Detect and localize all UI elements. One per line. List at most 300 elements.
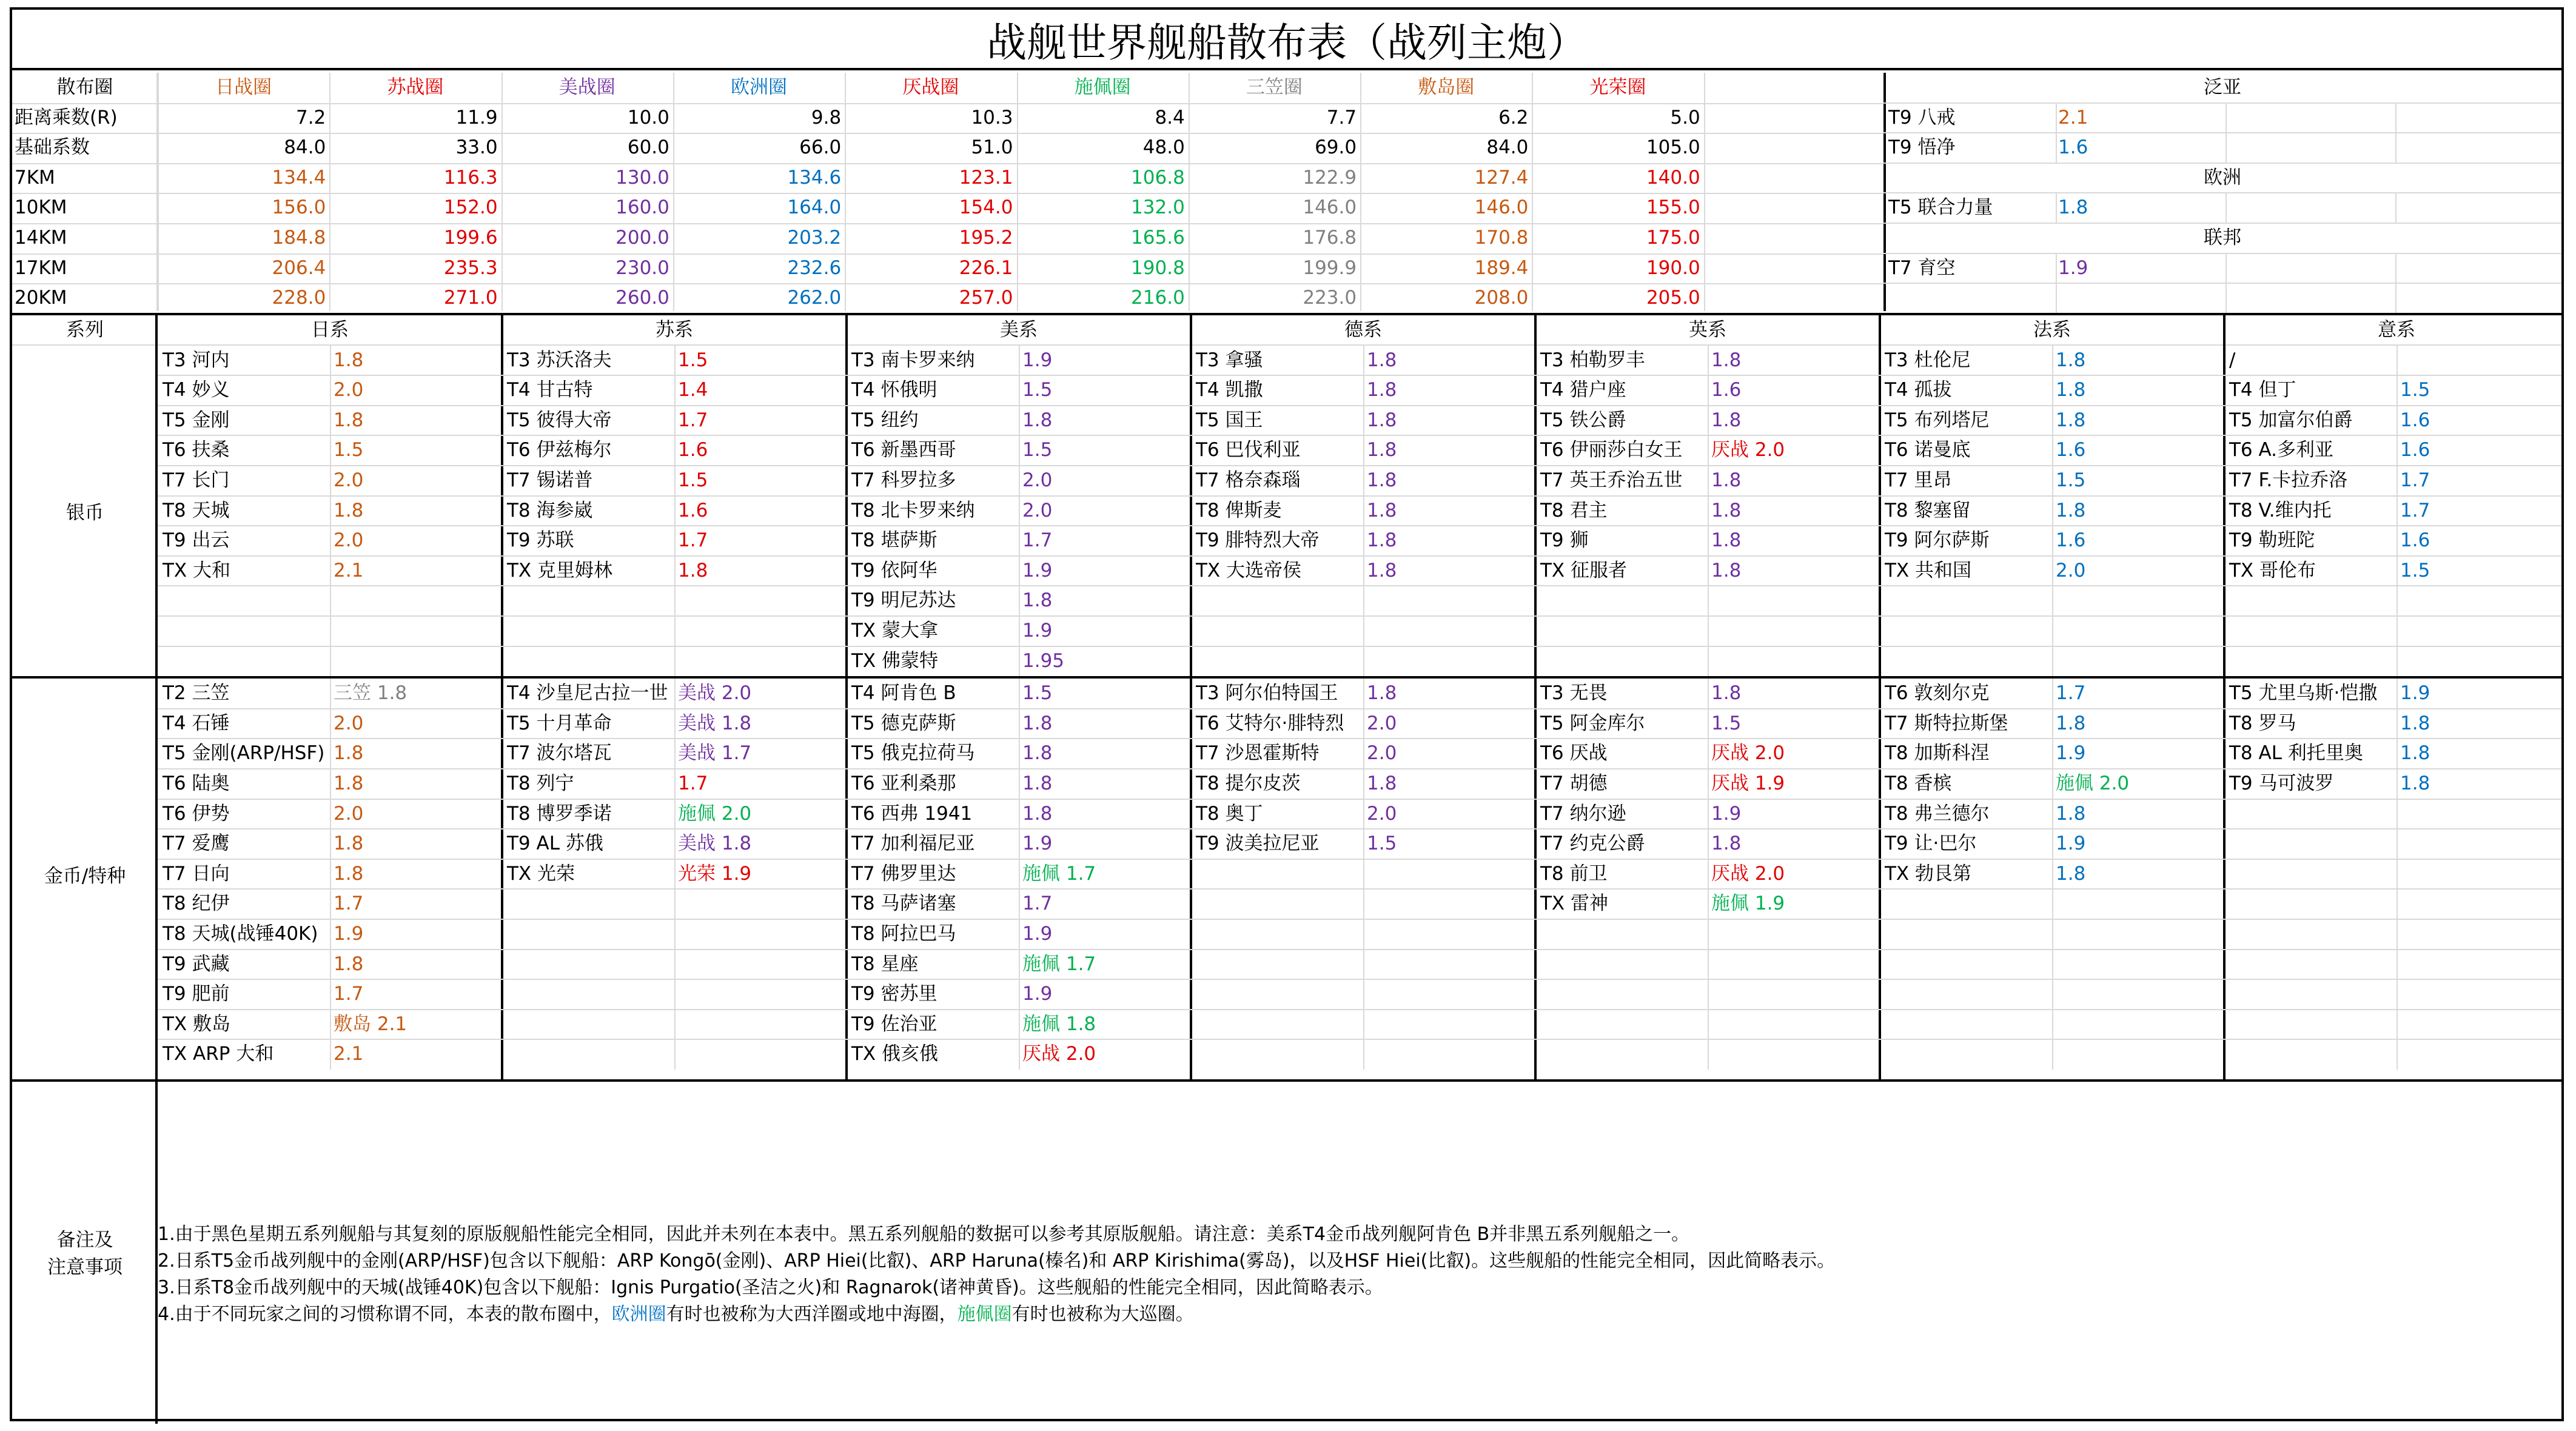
dispersion-multiplier: 1.8: [2056, 862, 2086, 885]
silver-ship-name: T7 里昂: [1885, 469, 1952, 491]
grid-line: [2225, 253, 2227, 313]
silver-ship-value: [676, 406, 845, 436]
dispersion-value: 154.0: [959, 196, 1013, 219]
gold-ship-value: [2398, 709, 2568, 739]
dispersion-multiplier: 1.6: [678, 439, 708, 461]
circle-prefix: 施佩: [1022, 953, 1066, 975]
gold-ship-value: [331, 709, 501, 739]
silver-ship-value: [1709, 346, 1879, 376]
silver-ship-name: T3 河内: [163, 349, 230, 371]
gold-ship-value: [2398, 739, 2568, 769]
dispersion-multiplier: 2.0: [334, 529, 364, 552]
silver-ship-value: [331, 496, 501, 526]
silver-ship-value: [2053, 375, 2223, 406]
gold-ship-name: T9 武藏: [163, 953, 230, 975]
silver-ship-name: T6 新墨西哥: [851, 439, 956, 461]
gold-ship-value: [331, 1039, 501, 1070]
dispersion-value: 51.0: [971, 136, 1013, 159]
gold-ship-name: T5 十月革命: [507, 712, 612, 734]
gold-ship-name: T9 佐治亚: [851, 1013, 937, 1035]
circle-prefix: 厌战: [1711, 862, 1755, 885]
silver-ship-name: T7 格奈森瑙: [1196, 469, 1301, 491]
grid-line: [845, 315, 848, 1079]
gold-ship-name: T7 佛罗里达: [851, 862, 956, 885]
gold-ship-value: [1364, 679, 1534, 709]
silver-ship-value: [1364, 346, 1534, 376]
dispersion-value: 122.9: [1303, 166, 1357, 189]
dispersion-value: 271.0: [443, 287, 498, 309]
gold-ship-value: [1709, 859, 1879, 890]
dispersion-multiplier: 1.8: [1022, 712, 1053, 734]
silver-ship-value: [2398, 406, 2568, 436]
silver-ship-name: T4 怀俄明: [851, 379, 937, 401]
gold-ship-value: [331, 679, 501, 709]
gold-ship-value: [1364, 769, 1534, 799]
gold-ship-value: [2398, 769, 2568, 799]
dispersion-multiplier: 2.0: [334, 712, 364, 734]
silver-ship-name: T5 金刚: [163, 409, 230, 431]
gold-ship-value: [676, 799, 845, 829]
dispersion-multiplier: 1.8: [2400, 712, 2430, 734]
dispersion-value: 199.9: [1303, 256, 1357, 279]
gold-ship-value: [331, 829, 501, 859]
gold-ship-name: T8 星座: [851, 953, 919, 975]
dispersion-multiplier: 1.8: [334, 742, 364, 765]
gold-ship-value: [2053, 709, 2223, 739]
gold-ship-value: [1364, 739, 1534, 769]
dispersion-row-label: 10KM: [15, 196, 67, 219]
grid-line: [2395, 103, 2397, 163]
dispersion-circle-header: 日战圈: [215, 76, 272, 98]
gold-ship-value: [331, 859, 501, 890]
silver-ship-value: [1020, 435, 1190, 466]
dispersion-multiplier: 1.8: [334, 862, 364, 885]
nation-header: 意系: [2378, 319, 2415, 341]
dispersion-multiplier: 2.0: [334, 469, 364, 491]
dispersion-value: 190.0: [1646, 256, 1700, 279]
dispersion-value: 199.6: [443, 227, 498, 249]
dispersion-value: 7.2: [295, 106, 326, 129]
silver-ship-value: [2053, 346, 2223, 376]
silver-ship-name: T6 伊丽莎白女王: [1540, 439, 1683, 461]
dispersion-row-label: 17KM: [15, 256, 67, 279]
gold-ship-value: [331, 950, 501, 980]
gold-ship-value: [1709, 799, 1879, 829]
notes-label-line1: 备注及: [56, 1229, 113, 1251]
dispersion-multiplier: 1.8: [377, 682, 408, 705]
dispersion-value: 190.8: [1131, 256, 1185, 279]
silver-ship-name: TX 克里姆林: [507, 559, 613, 581]
notes-body: [158, 1221, 2553, 1328]
dispersion-value: 66.0: [799, 136, 842, 159]
dispersion-multiplier: 1.9: [2056, 833, 2086, 855]
silver-ship-name: TX 蒙大拿: [851, 620, 939, 642]
side-ship-value: 1.9: [2058, 256, 2088, 279]
grid-line: [12, 1079, 2561, 1082]
dispersion-value: 5.0: [1670, 106, 1700, 129]
gold-ship-value: [1709, 679, 1879, 709]
dispersion-multiplier: 1.8: [1367, 439, 1397, 461]
gold-ship-value: [1020, 679, 1190, 709]
dispersion-multiplier: 1.8: [1711, 559, 1742, 581]
dispersion-multiplier: 1.8: [2056, 712, 2086, 734]
silver-ship-value: [1020, 556, 1190, 586]
grid-line: [1879, 315, 1881, 1079]
grid-line: [158, 979, 2561, 980]
dispersion-value: 69.0: [1315, 136, 1357, 159]
dispersion-value: 84.0: [1486, 136, 1529, 159]
gold-ship-name: T8 前卫: [1540, 862, 1608, 885]
dispersion-multiplier: 1.5: [2400, 559, 2430, 581]
silver-ship-name: T8 北卡罗来纳: [851, 499, 975, 521]
nation-header: 苏系: [656, 319, 693, 341]
gold-ship-name: T6 陆奥: [163, 772, 230, 794]
gold-ship-name: T7 胡德: [1540, 772, 1608, 794]
silver-ship-name: TX 共和国: [1885, 559, 1972, 581]
gold-ship-value: [2398, 679, 2568, 709]
gold-ship-name: T9 密苏里: [851, 983, 937, 1005]
grid-line: [1704, 73, 1705, 311]
silver-ship-value: [331, 346, 501, 376]
circle-prefix: 美战: [678, 742, 722, 765]
dispersion-multiplier: 1.4: [678, 379, 708, 401]
silver-ship-value: [2398, 526, 2568, 556]
gold-ship-value: [331, 979, 501, 1010]
silver-ship-name: T4 凯撒: [1196, 379, 1263, 401]
silver-ship-name: T6 A.多利亚: [2229, 439, 2334, 461]
silver-ship-value: [1709, 496, 1879, 526]
silver-ship-name: T6 伊兹梅尔: [507, 439, 612, 461]
silver-ship-name: T8 V.维内托: [2229, 499, 2332, 521]
dispersion-multiplier: 1.8: [1367, 469, 1397, 491]
silver-ship-name: T4 甘古特: [507, 379, 593, 401]
silver-ship-name: T4 妙义: [163, 379, 230, 401]
dispersion-multiplier: 1.8: [2056, 379, 2086, 401]
circle-prefix: 美战: [678, 712, 722, 734]
silver-ship-value: [1020, 586, 1190, 616]
gold-ship-name: T8 奥丁: [1196, 802, 1263, 825]
silver-ship-name: T9 腓特烈大帝: [1196, 529, 1320, 552]
dispersion-value: 165.6: [1131, 227, 1185, 249]
gold-ship-name: T8 天城(战锤40K): [163, 923, 318, 945]
gold-ship-value: [1709, 739, 1879, 769]
note-line: 3.日系T8金币战列舰中的天城(战锤40K)包含以下舰船：Ignis Purgatio(圣洁之火)和 Ragnarok(诸神黄昏)。这些舰船的性能完全相同，因此简略表示。: [158, 1277, 1383, 1298]
gold-ship-name: T9 马可波罗: [2229, 772, 2334, 794]
silver-ship-name: T4 猎户座: [1540, 379, 1626, 401]
dispersion-value: 127.4: [1474, 166, 1529, 189]
grid-line: [158, 1009, 2561, 1010]
gold-ship-name: T8 加斯科涅: [1885, 742, 1990, 765]
circle-prefix: 施佩: [1022, 862, 1066, 885]
gold-ship-name: T7 波尔塔瓦: [507, 742, 612, 765]
silver-ship-name: T8 天城: [163, 499, 230, 521]
silver-ship-value: [1709, 435, 1879, 466]
gold-ship-value: [2053, 799, 2223, 829]
dispersion-multiplier: 1.9: [1022, 983, 1053, 1005]
silver-ship-value: [1364, 406, 1534, 436]
gold-ship-name: T3 阿尔伯特国王: [1196, 682, 1338, 705]
gold-ship-value: [1364, 829, 1534, 859]
side-ship-value: 1.8: [2058, 196, 2088, 219]
circle-prefix: 厌战: [1711, 439, 1755, 461]
silver-ship-name: T3 柏勒罗丰: [1540, 349, 1645, 371]
nation-header: 德系: [1344, 319, 1382, 341]
gold-ship-value: [676, 739, 845, 769]
dispersion-value: 116.3: [443, 166, 498, 189]
dispersion-value: 216.0: [1131, 287, 1185, 309]
dispersion-multiplier: 1.8: [2400, 742, 2430, 765]
dispersion-multiplier: 1.7: [2400, 469, 2430, 491]
dispersion-multiplier: 1.95: [1022, 649, 1065, 672]
gold-ship-value: [331, 889, 501, 919]
dispersion-multiplier: 1.8: [334, 772, 364, 794]
dispersion-multiplier: 1.7: [2400, 499, 2430, 521]
dispersion-multiplier: 2.0: [1754, 439, 1785, 461]
dispersion-value: 226.1: [959, 256, 1013, 279]
silver-ship-value: [1364, 526, 1534, 556]
dispersion-value: 146.0: [1474, 196, 1529, 219]
dispersion-value: 106.8: [1131, 166, 1185, 189]
dispersion-value: 160.0: [615, 196, 669, 219]
dispersion-value: 232.6: [787, 256, 842, 279]
silver-ship-name: T3 苏沃洛夫: [507, 349, 612, 371]
dispersion-multiplier: 1.7: [678, 772, 708, 794]
dispersion-value: 257.0: [959, 287, 1013, 309]
silver-ship-name: T8 黎塞留: [1885, 499, 1971, 521]
gold-ship-name: TX 勃艮第: [1885, 862, 1972, 885]
dispersion-multiplier: 2.1: [377, 1013, 408, 1035]
circle-prefix: 光荣: [678, 862, 722, 885]
dispersion-value: 11.9: [455, 106, 498, 129]
dispersion-value: 206.4: [272, 256, 326, 279]
dispersion-multiplier: 1.8: [721, 712, 752, 734]
gold-ship-value: [1020, 709, 1190, 739]
gold-ship-name: TX 雷神: [1540, 893, 1609, 915]
side-ship-name: T5 联合力量: [1888, 196, 1993, 219]
silver-ship-name: T5 纽约: [851, 409, 919, 431]
note-line: 2.日系T5金币战列舰中的金刚(ARP/HSF)包含以下舰船：ARP Kongō(金刚)、ARP Hiei(比叡)、ARP Haruna(榛名)和 ARP Kirishima(雾岛)，以及HSF Hiei(比叡)。这些舰船的性能完全相同，因此简略表示。: [158, 1250, 1836, 1272]
dispersion-multiplier: 1.6: [2400, 439, 2430, 461]
dispersion-multiplier: 1.5: [678, 469, 708, 491]
dispersion-multiplier: 1.7: [1065, 862, 1096, 885]
gold-ship-name: T7 沙恩霍斯特: [1196, 742, 1320, 765]
silver-label: 银币: [66, 501, 104, 524]
dispersion-row-label: 距离乘数(R): [15, 106, 118, 129]
silver-ship-value: [331, 435, 501, 466]
dispersion-circle-header: 敷岛圈: [1418, 76, 1475, 98]
dispersion-value: 123.1: [959, 166, 1013, 189]
dispersion-multiplier: 1.8: [2056, 349, 2086, 371]
gold-ship-name: T8 提尔皮茨: [1196, 772, 1301, 794]
silver-ship-value: [2398, 346, 2568, 376]
gold-ship-value: [331, 769, 501, 799]
silver-ship-value: [331, 466, 501, 496]
silver-ship-value: [676, 556, 845, 586]
silver-ship-value: [1709, 375, 1879, 406]
silver-ship-name: T9 明尼苏达: [851, 589, 956, 612]
side-group-header: 泛亚: [2204, 76, 2241, 98]
dispersion-multiplier: 1.5: [678, 349, 708, 371]
dispersion-multiplier: 1.8: [1367, 682, 1397, 705]
gold-ship-value: [1020, 919, 1190, 950]
dispersion-multiplier: 1.8: [1022, 589, 1053, 612]
gold-ship-value: [1709, 709, 1879, 739]
dispersion-value: 134.6: [787, 166, 842, 189]
dispersion-multiplier: 1.8: [1711, 469, 1742, 491]
dispersion-multiplier: 2.0: [1367, 712, 1397, 734]
gold-ship-value: [1709, 829, 1879, 859]
dispersion-value: 175.0: [1646, 227, 1700, 249]
dispersion-value: 200.0: [615, 227, 669, 249]
dispersion-circle-header: 三笠圈: [1246, 76, 1303, 98]
grid-line: [158, 646, 2561, 647]
dispersion-value: 195.2: [959, 227, 1013, 249]
grid-line: [158, 615, 2561, 617]
silver-ship-name: /: [2229, 349, 2236, 371]
silver-ship-name: T7 英王乔治五世: [1540, 469, 1683, 491]
silver-ship-name: T4 孤拔: [1885, 379, 1952, 401]
side-ship-name: T7 育空: [1888, 256, 1956, 279]
gold-ship-name: T5 俄克拉荷马: [851, 742, 975, 765]
silver-ship-value: [2053, 556, 2223, 586]
gold-ship-value: [2053, 859, 2223, 890]
gold-ship-value: [1020, 889, 1190, 919]
dispersion-value: 228.0: [272, 287, 326, 309]
dispersion-multiplier: 2.0: [721, 682, 752, 705]
nation-header: 英系: [1689, 319, 1726, 341]
dispersion-sheet: [10, 7, 2564, 1421]
dispersion-multiplier: 1.7: [678, 529, 708, 552]
silver-ship-value: [2398, 466, 2568, 496]
dispersion-multiplier: 1.7: [2056, 682, 2086, 705]
gold-ship-name: T8 列宁: [507, 772, 574, 794]
gold-ship-name: T5 尤里乌斯·恺撒: [2229, 682, 2378, 705]
dispersion-multiplier: 1.8: [1367, 349, 1397, 371]
silver-ship-name: T9 依阿华: [851, 559, 937, 581]
side-ship-value: 2.1: [2058, 106, 2088, 129]
grid-line: [158, 1039, 2561, 1040]
silver-ship-value: [331, 406, 501, 436]
silver-ship-value: [2398, 375, 2568, 406]
gold-ship-value: [2053, 769, 2223, 799]
gold-ship-value: [331, 1010, 501, 1040]
dispersion-multiplier: 1.9: [1022, 923, 1053, 945]
silver-ship-name: T5 彼得大帝: [507, 409, 612, 431]
grid-line: [2225, 193, 2227, 223]
dispersion-multiplier: 1.7: [1065, 953, 1096, 975]
dispersion-multiplier: 1.9: [1754, 772, 1785, 794]
dispersion-multiplier: 1.9: [2056, 742, 2086, 765]
gold-ship-name: T9 让·巴尔: [1885, 833, 1977, 855]
dispersion-multiplier: 1.7: [334, 893, 364, 915]
dispersion-row-label: 20KM: [15, 287, 67, 309]
gold-ship-name: T6 伊势: [163, 802, 230, 825]
dispersion-multiplier: 1.8: [1022, 802, 1053, 825]
gold-ship-value: [1020, 769, 1190, 799]
gold-ship-name: T8 罗马: [2229, 712, 2296, 734]
gold-label: 金币/特种: [44, 865, 126, 888]
grid-line: [1190, 315, 1192, 1079]
dispersion-multiplier: 1.5: [1022, 439, 1053, 461]
dispersion-multiplier: 1.8: [1367, 379, 1397, 401]
dispersion-multiplier: 1.6: [2056, 529, 2086, 552]
silver-ship-name: TX 哥伦布: [2229, 559, 2316, 581]
silver-ship-value: [1020, 375, 1190, 406]
dispersion-multiplier: 1.8: [1711, 833, 1742, 855]
dispersion-multiplier: 2.0: [2099, 772, 2130, 794]
dispersion-multiplier: 1.8: [1367, 529, 1397, 552]
dispersion-multiplier: 1.7: [721, 742, 752, 765]
dispersion-multiplier: 1.5: [2056, 469, 2086, 491]
gold-ship-value: [1709, 769, 1879, 799]
silver-ship-name: T8 俾斯麦: [1196, 499, 1282, 521]
silver-ship-value: [1020, 466, 1190, 496]
silver-ship-value: [676, 435, 845, 466]
dispersion-multiplier: 1.7: [334, 983, 364, 1005]
gold-ship-name: T7 斯特拉斯堡: [1885, 712, 2008, 734]
dispersion-multiplier: 1.8: [2056, 499, 2086, 521]
gold-ship-name: T7 爱鹰: [163, 833, 230, 855]
dispersion-value: 208.0: [1474, 287, 1529, 309]
dispersion-multiplier: 2.0: [334, 379, 364, 401]
silver-ship-name: TX 佛蒙特: [851, 649, 939, 672]
dispersion-multiplier: 1.9: [1022, 559, 1053, 581]
gold-ship-name: T5 德克萨斯: [851, 712, 956, 734]
gold-ship-value: [1020, 979, 1190, 1010]
silver-ship-name: T3 杜伦尼: [1885, 349, 1971, 371]
dispersion-multiplier: 1.5: [334, 439, 364, 461]
grid-line: [158, 949, 2561, 950]
grid-line: [501, 315, 503, 1079]
gold-ship-value: [1709, 889, 1879, 919]
dispersion-multiplier: 1.5: [1022, 682, 1053, 705]
silver-ship-value: [1020, 346, 1190, 376]
dispersion-value: 205.0: [1646, 287, 1700, 309]
gold-ship-value: [1020, 859, 1190, 890]
silver-ship-value: [2053, 406, 2223, 436]
silver-ship-name: T6 扶桑: [163, 439, 230, 461]
dispersion-value: 84.0: [284, 136, 326, 159]
silver-ship-name: TX 大和: [163, 559, 231, 581]
dispersion-multiplier: 1.6: [1711, 379, 1742, 401]
dispersion-value: 152.0: [443, 196, 498, 219]
silver-ship-name: T8 海参崴: [507, 499, 593, 521]
silver-ship-value: [2053, 496, 2223, 526]
gold-ship-value: [1364, 799, 1534, 829]
circle-prefix: 三笠: [334, 682, 377, 705]
dispersion-row-label: 7KM: [15, 166, 55, 189]
notes-label-line2: 注意事项: [47, 1256, 122, 1278]
dispersion-value: 262.0: [787, 287, 842, 309]
dispersion-value: 156.0: [272, 196, 326, 219]
silver-ship-value: [2398, 496, 2568, 526]
dispersion-value: 10.0: [627, 106, 669, 129]
gold-ship-name: TX 敷岛: [163, 1013, 231, 1035]
dispersion-multiplier: 1.8: [1711, 529, 1742, 552]
nation-header: 美系: [1000, 319, 1038, 341]
grid-line: [2225, 103, 2227, 163]
silver-ship-value: [1020, 646, 1190, 677]
gold-ship-name: T7 日向: [163, 862, 230, 885]
dispersion-value: 146.0: [1303, 196, 1357, 219]
sheet-title: 战舰世界舰船散布表（战列主炮）: [12, 10, 2561, 70]
dispersion-multiplier: 1.9: [1022, 620, 1053, 642]
dispersion-value: 132.0: [1131, 196, 1185, 219]
silver-ship-name: T7 科罗拉多: [851, 469, 956, 491]
circle-prefix: 厌战: [1711, 772, 1755, 794]
note-line: 1.由于黑色星期五系列舰船与其复刻的原版舰船性能完全相同，因此并未列在本表中。黑五系列舰船的数据可以参考其原版舰船。请注意：美系T4金币战列舰阿肯色 B并非黑五系列舰船之一。: [158, 1224, 1690, 1245]
dispersion-circle-header: 光荣圈: [1589, 76, 1646, 98]
